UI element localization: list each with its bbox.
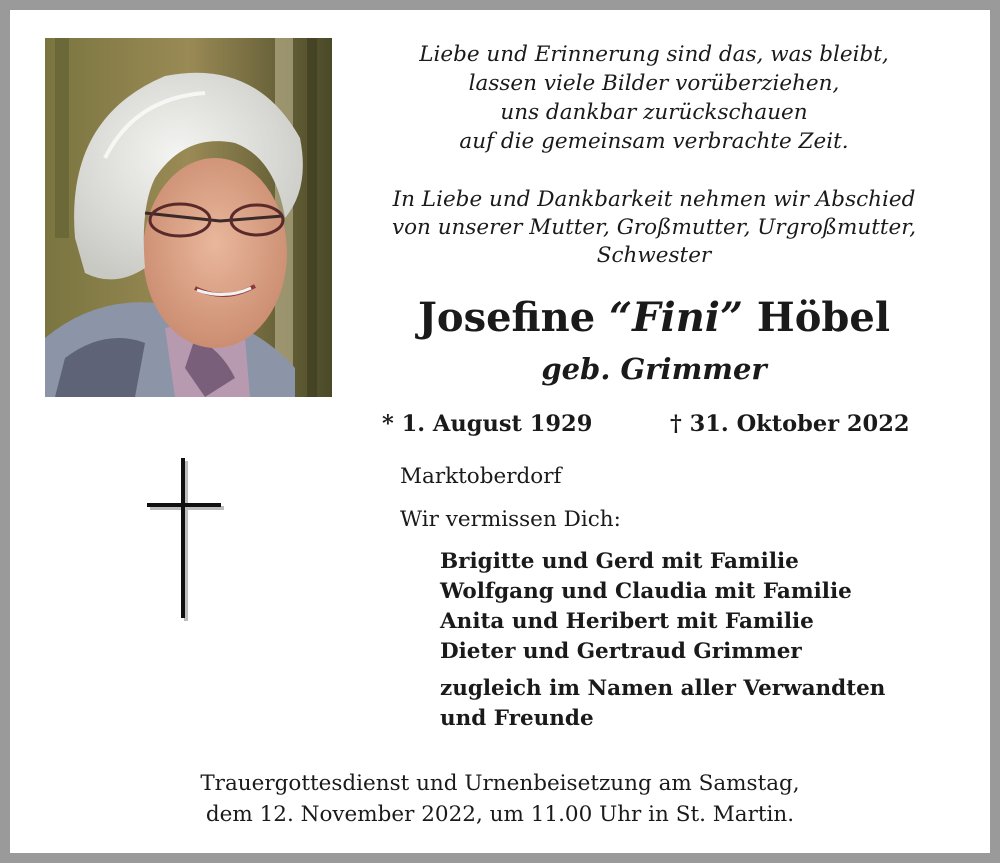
poem-line: Liebe und Erinnerung sind das, was bleibt, <box>419 42 889 67</box>
mourner-item: Anita und Heribert mit Familie <box>440 609 814 634</box>
intro-line: von unserer Mutter, Großmutter, Urgroßmutter, <box>391 215 917 240</box>
memorial-poem <box>350 40 958 156</box>
cross-icon <box>145 456 225 622</box>
mourner-item: Dieter und Gertraud Grimmer <box>440 639 802 664</box>
relatives-line: und Freunde <box>440 706 594 731</box>
poem-line: uns dankbar zurückschauen <box>500 100 808 125</box>
mourners-list <box>440 547 852 667</box>
poem-line: auf die gemeinsam verbrachte Zeit. <box>459 129 849 154</box>
portrait-photo <box>45 38 332 397</box>
mourner-item: Brigitte und Gerd mit Familie <box>440 549 799 574</box>
poem-line: lassen viele Bilder vorüberziehen, <box>468 71 840 96</box>
birth-date: * 1. August 1929 <box>382 411 593 437</box>
farewell-intro <box>350 186 958 270</box>
maiden-name: geb. Grimmer <box>541 352 767 386</box>
deceased-name <box>350 292 958 344</box>
intro-line: In Liebe und Dankbarkeit nehmen wir Abschied <box>392 187 916 212</box>
relatives-note <box>440 674 885 734</box>
last-name: Höbel <box>756 294 891 341</box>
mourner-item: Wolfgang und Claudia mit Familie <box>440 579 852 604</box>
death-date: † 31. Oktober 2022 <box>670 411 910 437</box>
miss-line: Wir vermissen Dich: <box>400 507 621 532</box>
nickname: “Fini” <box>609 294 743 341</box>
relatives-line: zugleich im Namen aller Verwandten <box>440 676 886 701</box>
service-announcement <box>100 768 900 830</box>
intro-line: Schwester <box>596 243 712 268</box>
service-line: dem 12. November 2022, um 11.00 Uhr in St. Martin. <box>205 802 795 827</box>
service-line: Trauergottesdienst und Urnenbeisetzung am Samstag, <box>200 771 800 796</box>
first-name: Josefine <box>417 294 596 341</box>
place-name: Marktoberdorf <box>400 464 562 489</box>
